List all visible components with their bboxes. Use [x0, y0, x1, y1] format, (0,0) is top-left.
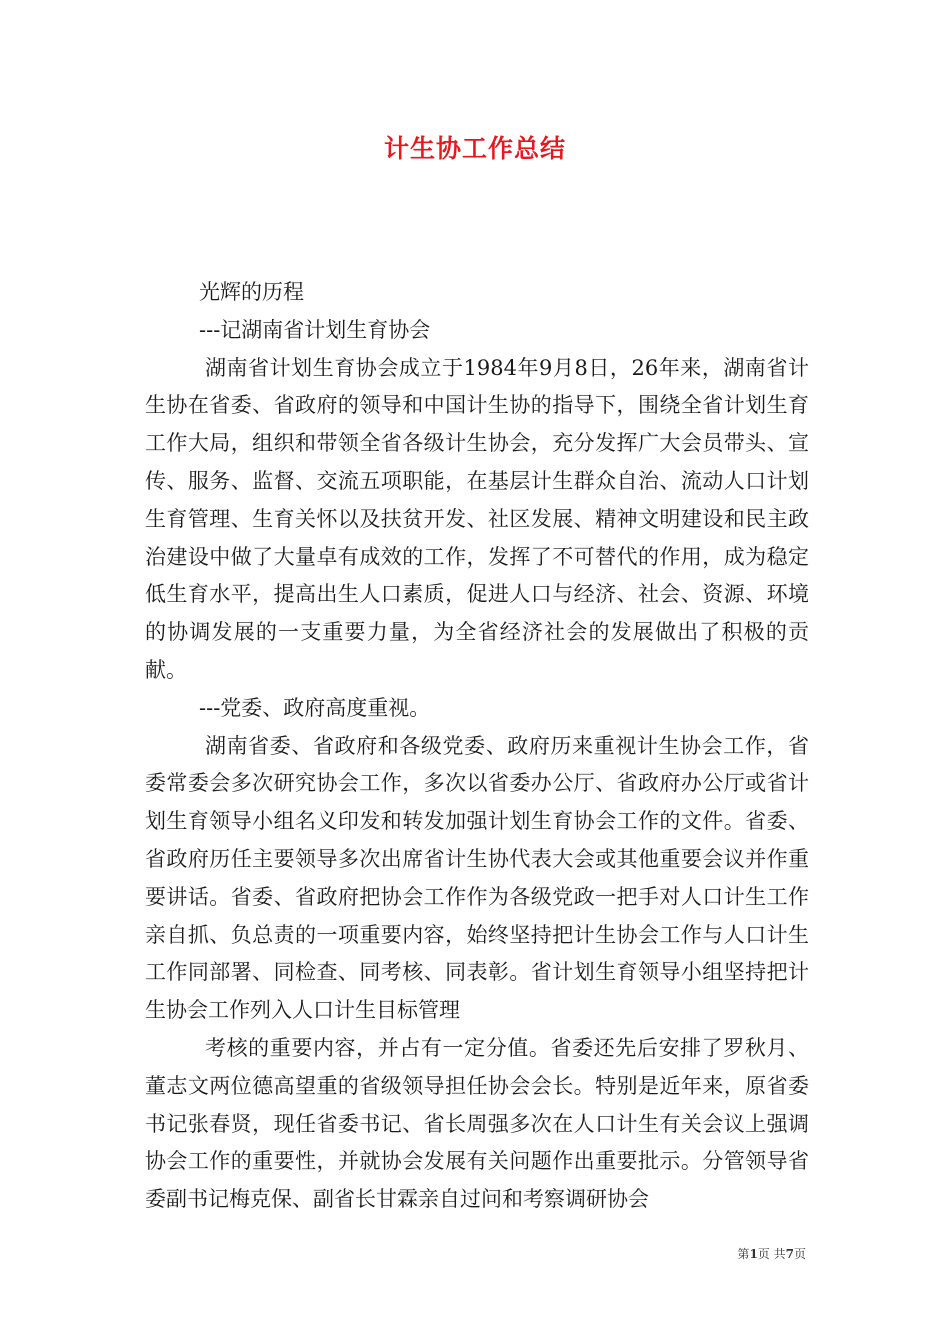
subtitle-line: ---记湖南省计划生育协会: [199, 317, 431, 342]
subtitle-heading: 光辉的历程: [199, 280, 304, 304]
paragraph-continued: 考核的重要内容，并占有一定分值。省委还先后安排了罗秋月、董志文两位德高望重的省级领导担任协会会长。特别是近年来，原省委书记张春贤，现任省委书记、省长周强多次在人口计生有关会议上强调协会工作的重要性，并就协会发展有关问题作出重要批示。分管领导省委副书记梅克保、副省长甘霖亲自过问和考察调研协会: [145, 1035, 809, 1212]
document-title: 计生协工作总结: [383, 134, 566, 163]
footer-middle: 页 共: [757, 1247, 786, 1261]
paragraph-body: 湖南省委、省政府和各级党委、政府历来重视计生协会工作，省委常委会多次研究协会工作，多次以省委办公厅、省政府办公厅或省计划生育领导小组名义印发和转发加强计划生育协会工作的文件。省委、省政府历任主要领导多次出席省计生协代表大会或其他重要会议并作重要讲话。省委、省政府把协会工作作为各级党政一把手对人口计生工作亲自抓、负总责的一项重要内容，始终坚持把计生协会工作与人口计生工作同部署、同检查、同考核、同表彰。省计划生育领导小组坚持把计生协会工作列入人口计生目标管理: [145, 733, 809, 1023]
current-page-number: 1: [749, 1247, 758, 1261]
footer-prefix: 第: [737, 1247, 750, 1261]
document-body: [145, 274, 809, 1219]
paragraph-intro: 湖南省计划生育协会成立于1984年9月8日，26年来，湖南省计生协在省委、省政府的领导和中国计生协的指导下，围绕全省计划生育工作大局，组织和带领全省各级计生协会，充分发挥广大会员带头、宣传、服务、监督、交流五项职能，在基层计生群众自治、流动人口计划生育管理、生育关怀以及扶贫开发、社区发展、精神文明建设和民主政治建设中做了大量卓有成效的工作，发挥了不可替代的作用，成为稳定低生育水平，提高出生人口素质，促进人口与经济、社会、资源、环境的协调发展的一支重要力量，为全省经济社会的发展做出了积极的贡献。: [145, 355, 809, 682]
total-page-number: 7: [785, 1247, 794, 1261]
footer-suffix: 页: [793, 1247, 806, 1261]
section-heading: ---党委、政府高度重视。: [199, 695, 431, 720]
page-number-footer: [737, 1246, 806, 1262]
